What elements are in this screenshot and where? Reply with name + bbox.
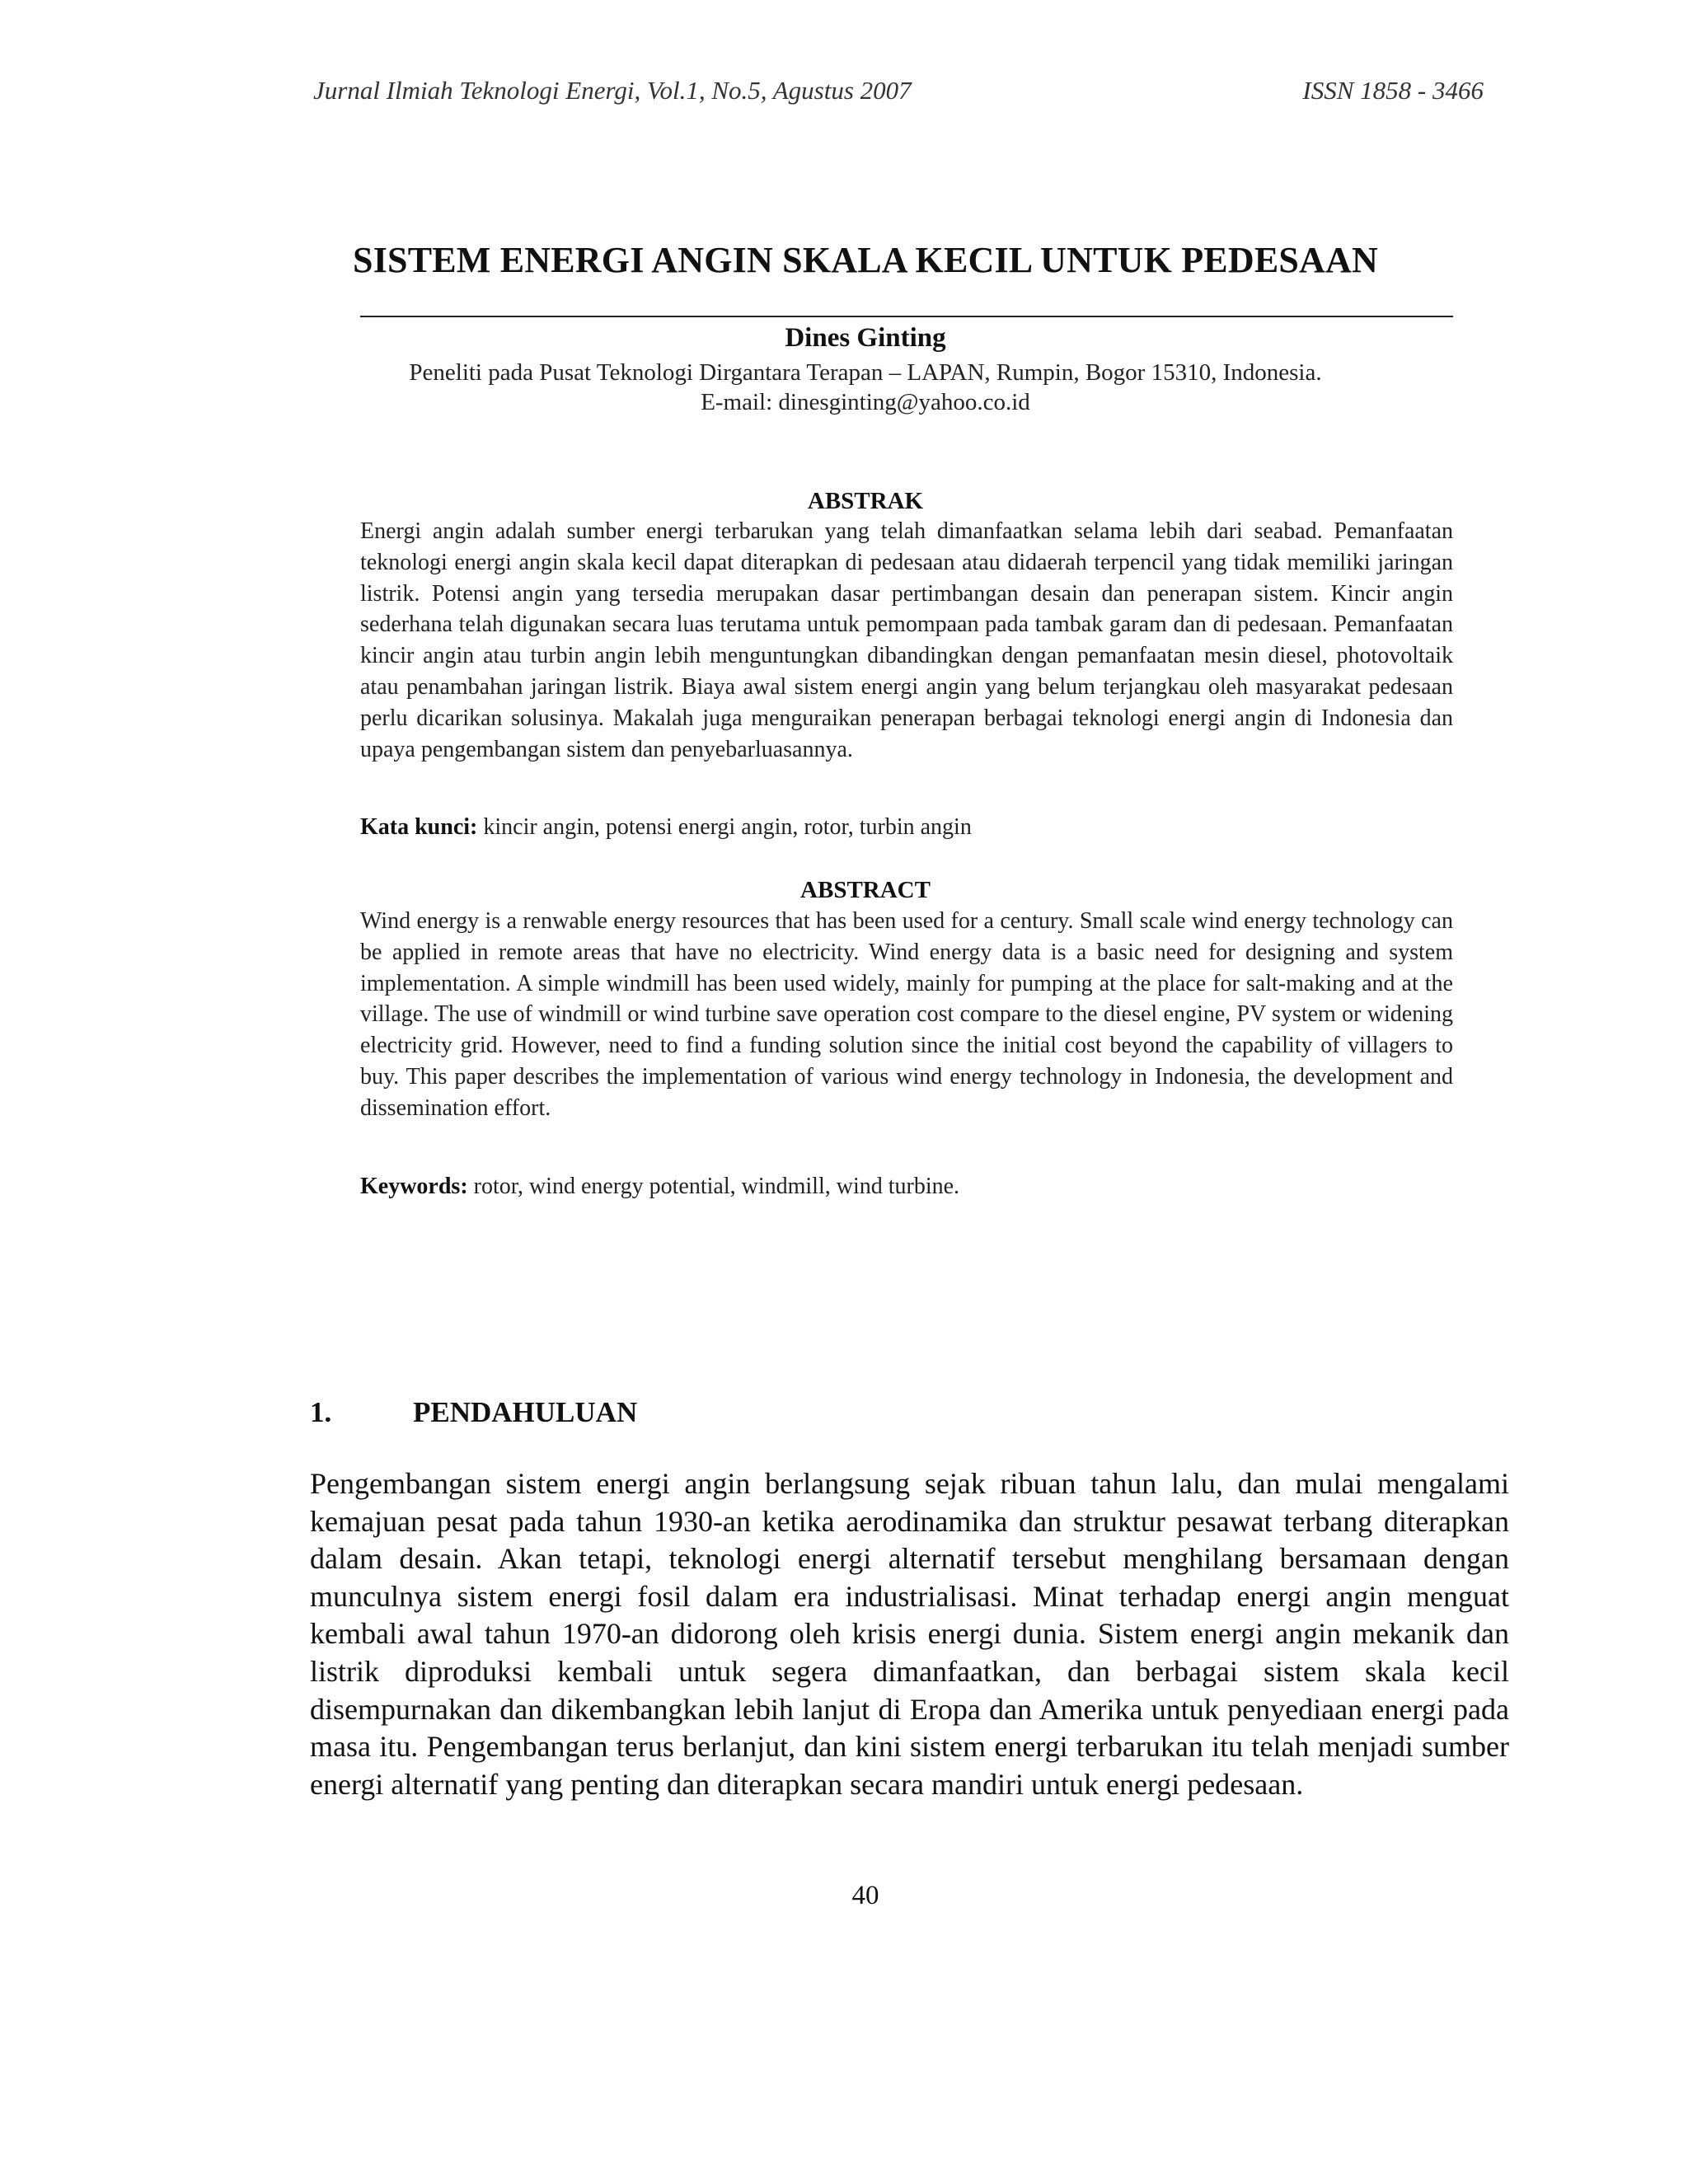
running-header <box>313 76 1484 109</box>
section-heading <box>310 1396 637 1429</box>
abstract-body: Wind energy is a renwable energy resources that has been used for a century. Small scale wind energy technology can be applied in remote areas that have no electricity. Wind energy data is a basic need for designing and system implementation. A simple windmill has been used widely, mainly for pumping at the place for salt-making and at the village. The use of windmill or wind turbine save operation cost compare to the diesel engine, PV system or widening electricity grid. However, need to find a funding solution since the initial cost beyond the capability of villagers to buy. This paper describes the implementation of various wind energy technology in Indonesia, the development and dissemination effort. <box>360 908 1453 1121</box>
abstrak-keywords-label: Kata kunci: <box>360 814 478 840</box>
abstrak-body: Energi angin adalah sumber energi terbarukan yang telah dimanfaatkan selama lebih dari seabad. Pemanfaatan teknologi energi angin skala kecil dapat diterapkan di pedesaan atau didaerah terpencil yang tidak memiliki jaringan listrik. Potensi angin yang tersedia merupakan dasar pertimbangan desain dan penerapan sistem. Kincir angin sederhana telah digunakan secara luas terutama untuk pemompaan pada tambak garam dan di pedesaan. Pemanfaatan kincir angin atau turbin angin lebih menguntungkan dibandingkan dengan pemanfaatan mesin diesel, photovoltaik atau penambahan jaringan listrik. Biaya awal sistem energi angin yang belum terjangkau oleh masyarakat pedesaan perlu dicarikan solusinya. Makalah juga menguraikan penerapan berbagai teknologi energi angin di Indonesia dan upaya pengembangan sistem dan penyebarluasannya. <box>360 518 1453 762</box>
section-title: PENDAHULUAN <box>413 1396 638 1428</box>
abstrak-heading: ABSTRAK <box>807 488 924 514</box>
abstract-keywords <box>360 1174 1453 1200</box>
issn-number: ISSN 1858 - 3466 <box>1302 76 1484 105</box>
abstract-keywords-text: rotor, wind energy potential, windmill, wind turbine. <box>473 1174 960 1199</box>
author-affiliation: Peneliti pada Pusat Teknologi Dirgantara Terapan – LAPAN, Rumpin, Bogor 15310, Indonesia. <box>409 359 1322 386</box>
abstrak-keywords <box>360 814 1453 841</box>
paper-title: SISTEM ENERGI ANGIN SKALA KECIL UNTUK PEDESAAN <box>353 240 1378 280</box>
section-body: Pengembangan sistem energi angin berlangsung sejak ribuan tahun lalu, dan mulai mengalami kemajuan pesat pada tahun 1930-an ketika aerodinamika dan struktur pesawat terbang diterapkan dalam desain. Akan tetapi, teknologi energi alternatif tersebut menghilang bersamaan dengan munculnya sistem energi fosil dalam era industrialisasi. Minat terhadap energi angin menguat kembali awal tahun 1970-an didorong oleh krisis energi dunia. Sistem energi angin mekanik dan listrik diproduksi kembali untuk segera dimanfaatkan, dan berbagai sistem skala kecil disempurnakan dan dikembangkan lebih lanjut di Eropa dan Amerika untuk penyediaan energi pada masa itu. Pengembangan terus berlanjut, dan kini sistem energi terbarukan itu telah menjadi sumber energi alternatif yang penting dan diterapkan secara mandiri untuk energi pedesaan. <box>310 1467 1509 1801</box>
title-divider <box>360 316 1453 317</box>
abstract-keywords-label: Keywords: <box>360 1174 468 1199</box>
abstract-heading: ABSTRACT <box>800 877 931 903</box>
author-email: E-mail: dinesginting@yahoo.co.id <box>701 389 1030 415</box>
journal-citation: Jurnal Ilmiah Teknologi Energi, Vol.1, No.5, Agustus 2007 <box>313 76 912 105</box>
section-number: 1. <box>310 1396 332 1428</box>
author-name: Dines Ginting <box>785 323 946 353</box>
abstrak-keywords-text: kincir angin, potensi energi angin, rotor, turbin angin <box>483 814 972 840</box>
page-number: 40 <box>851 1881 879 1910</box>
